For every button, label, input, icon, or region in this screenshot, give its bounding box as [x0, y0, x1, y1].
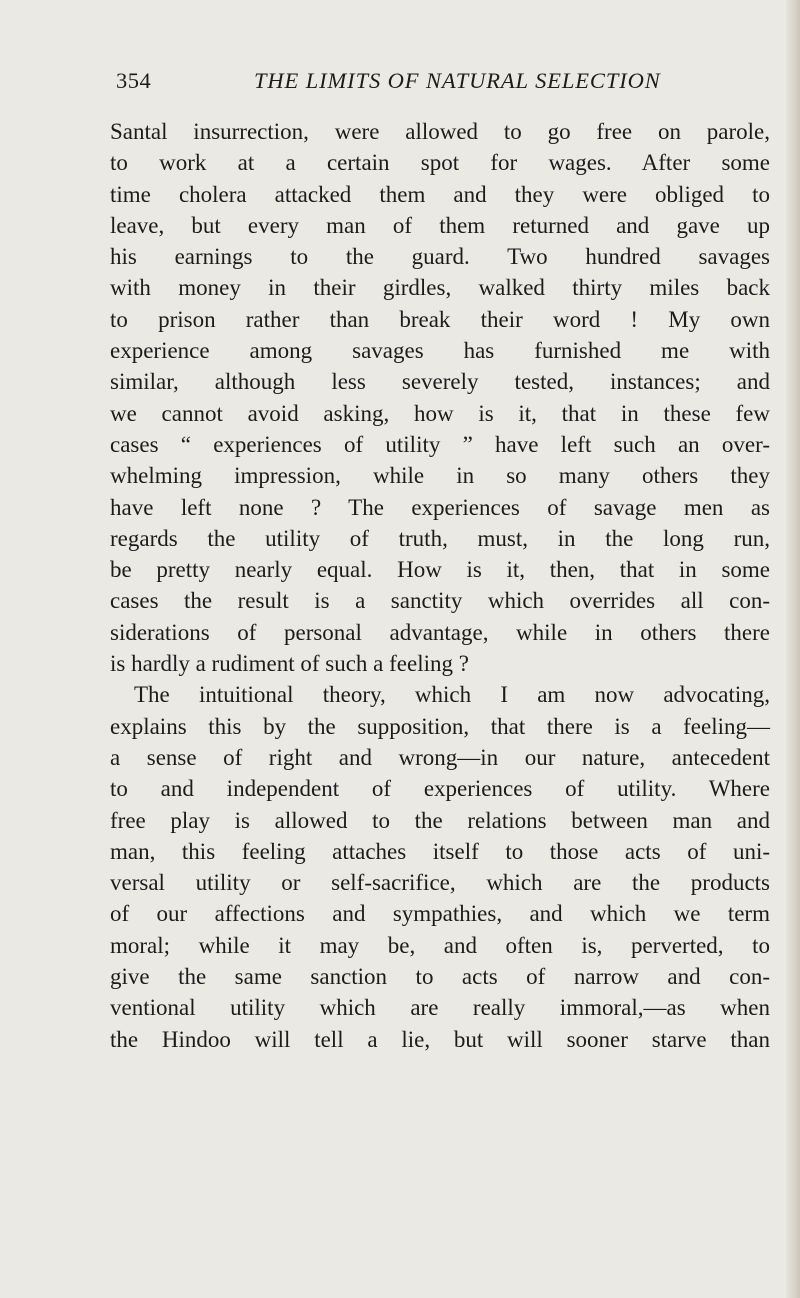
- text-line: leave, but every man of them returned and gave up: [110, 212, 770, 238]
- body-text: [110, 116, 770, 1055]
- text-line: the Hindoo will tell a lie, but will sooner starve than: [110, 1026, 770, 1052]
- text-line: we cannot avoid asking, how is it, that in these few: [110, 400, 770, 426]
- text-line: with money in their girdles, walked thirty miles back: [110, 275, 770, 301]
- running-title: THE LIMITS OF NATURAL SELECTION: [254, 68, 661, 93]
- text-line: give the same sanction to acts of narrow and con-: [110, 964, 770, 990]
- text-line: cases the result is a sanctity which overrides all con-: [110, 588, 770, 614]
- text-line: a sense of right and wrong—in our nature, antecedent: [110, 744, 770, 770]
- paragraph-end-line: is hardly a rudiment of such a feeling ?: [110, 651, 469, 677]
- text-line: have left none ? The experiences of savage men as: [110, 494, 770, 520]
- page-number: 354: [116, 68, 152, 93]
- text-line: of our affections and sympathies, and which we term: [110, 901, 770, 927]
- text-line: his earnings to the guard. Two hundred savages: [110, 244, 770, 270]
- text-line: to prison rather than break their word ! My own: [110, 306, 770, 332]
- paragraph-start-line: The intuitional theory, which I am now advocating,: [134, 682, 770, 708]
- text-line: to work at a certain spot for wages. After some: [110, 150, 770, 176]
- text-line: versal utility or self-sacrifice, which are the products: [110, 870, 770, 896]
- text-line: cases “ experiences of utility ” have left such an over-: [110, 431, 770, 457]
- text-line: to and independent of experiences of utility. Where: [110, 776, 770, 802]
- page-edge-shadow: [786, 0, 800, 1298]
- text-line: moral; while it may be, and often is, perverted, to: [110, 932, 770, 958]
- text-line: regards the utility of truth, must, in the long run,: [110, 525, 770, 551]
- running-head: [116, 66, 756, 96]
- text-line: be pretty nearly equal. How is it, then, that in some: [110, 557, 770, 583]
- text-line: similar, although less severely tested, instances; and: [110, 369, 770, 395]
- text-line: man, this feeling attaches itself to those acts of uni-: [110, 838, 770, 864]
- text-line: siderations of personal advantage, while in others there: [110, 619, 770, 645]
- text-line: Santal insurrection, were allowed to go free on parole,: [110, 119, 770, 144]
- text-line: ventional utility which are really immoral,—as when: [110, 995, 770, 1021]
- text-line: whelming impression, while in so many others they: [110, 463, 770, 489]
- text-line: experience among savages has furnished me with: [110, 338, 770, 364]
- text-line: explains this by the supposition, that there is a feeling—: [110, 713, 770, 739]
- text-line: free play is allowed to the relations between man and: [110, 807, 770, 833]
- text-line: time cholera attacked them and they were obliged to: [110, 181, 770, 207]
